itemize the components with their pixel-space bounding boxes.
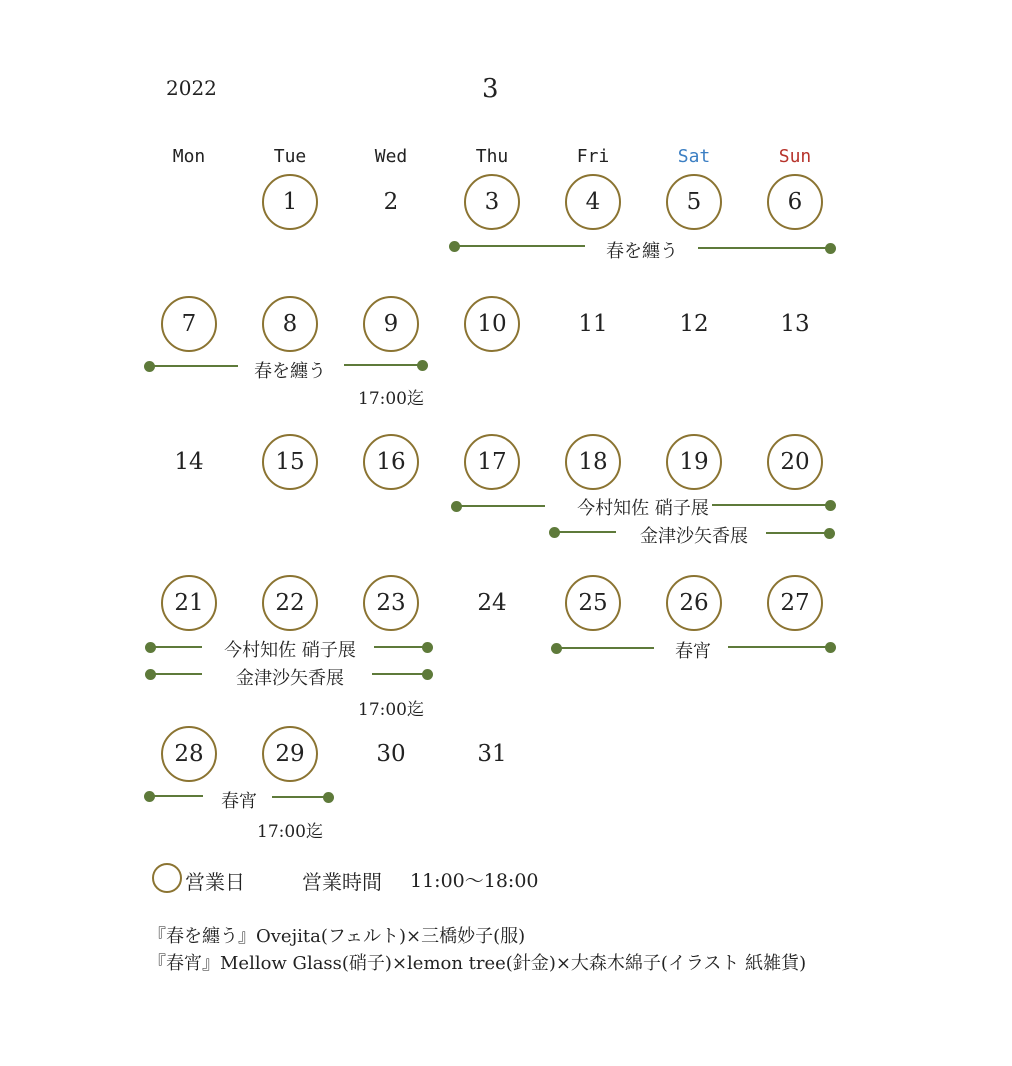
day-27: 27 [767, 575, 823, 631]
close-early-note: 17:00迄 [358, 700, 424, 720]
weekday-sat: Sat [677, 146, 711, 167]
day-15: 15 [262, 434, 318, 490]
day-7: 7 [161, 296, 217, 352]
day-3: 3 [464, 174, 520, 230]
day-10: 10 [464, 296, 520, 352]
day-11: 11 [578, 311, 608, 337]
day-28: 28 [161, 726, 217, 782]
event-end-dot [825, 500, 836, 511]
event-line [554, 531, 616, 533]
event-label-kanatsu: 金津沙矢香展 [640, 526, 748, 547]
open-day-legend-label: 営業日 [185, 870, 245, 894]
weekday-mon: Mon [172, 146, 206, 167]
event-line [272, 796, 328, 798]
event-line [344, 364, 422, 366]
event-label-kanatsu: 金津沙矢香展 [236, 668, 344, 689]
event-label-imamura: 今村知佐 硝子展 [224, 640, 356, 661]
event-start-dot [145, 642, 156, 653]
event-label-imamura: 今村知佐 硝子展 [577, 498, 709, 519]
day-13: 13 [780, 311, 810, 337]
event-line [766, 532, 829, 534]
event-label-shunsho: 春宵 [221, 791, 257, 812]
event-start-dot [549, 527, 560, 538]
day-18: 18 [565, 434, 621, 490]
close-early-note: 17:00迄 [358, 389, 424, 409]
weekday-tue: Tue [273, 146, 307, 167]
day-2: 2 [383, 189, 399, 215]
day-17: 17 [464, 434, 520, 490]
day-6: 6 [767, 174, 823, 230]
event-line [728, 646, 830, 648]
close-early-note: 17:00迄 [257, 822, 323, 842]
event-line [712, 504, 830, 506]
event-end-dot [422, 669, 433, 680]
day-23: 23 [363, 575, 419, 631]
event-line [556, 647, 654, 649]
calendar-month: 3 [482, 74, 499, 104]
event-end-dot [825, 642, 836, 653]
event-line [149, 795, 203, 797]
day-9: 9 [363, 296, 419, 352]
event-start-dot [145, 669, 156, 680]
day-31: 31 [477, 741, 507, 767]
weekday-thu: Thu [475, 146, 509, 167]
day-14: 14 [174, 449, 204, 475]
weekday-sun: Sun [778, 146, 812, 167]
event-end-dot [323, 792, 334, 803]
day-22: 22 [262, 575, 318, 631]
event-end-dot [417, 360, 428, 371]
event-line [372, 673, 427, 675]
day-20: 20 [767, 434, 823, 490]
day-21: 21 [161, 575, 217, 631]
event-line [454, 245, 585, 247]
event-label-shunsho: 春宵 [675, 641, 711, 662]
event-line [374, 646, 427, 648]
event-label-haru-matou: 春を纏う [254, 361, 326, 382]
event-start-dot [144, 361, 155, 372]
business-hours-label: 営業時間 [302, 870, 382, 894]
footer-line-2: 『春宵』Mellow Glass(硝子)×lemon tree(針金)×大森木綿子(イラスト 紙雑貨) [148, 953, 807, 974]
calendar-year: 2022 [166, 76, 217, 100]
weekday-wed: Wed [374, 146, 408, 167]
open-day-legend-icon [152, 863, 182, 893]
event-start-dot [451, 501, 462, 512]
day-4: 4 [565, 174, 621, 230]
day-24: 24 [477, 590, 507, 616]
day-16: 16 [363, 434, 419, 490]
event-line [150, 673, 202, 675]
day-30: 30 [376, 741, 406, 767]
day-26: 26 [666, 575, 722, 631]
event-line [149, 365, 238, 367]
event-start-dot [144, 791, 155, 802]
event-end-dot [825, 243, 836, 254]
event-line [698, 247, 830, 249]
event-start-dot [449, 241, 460, 252]
event-line [150, 646, 202, 648]
day-1: 1 [262, 174, 318, 230]
event-label-haru-matou: 春を纏う [606, 241, 678, 262]
day-29: 29 [262, 726, 318, 782]
business-hours-value: 11:00〜18:00 [410, 870, 539, 892]
event-line [456, 505, 545, 507]
event-start-dot [551, 643, 562, 654]
day-12: 12 [679, 311, 709, 337]
event-end-dot [824, 528, 835, 539]
day-8: 8 [262, 296, 318, 352]
day-25: 25 [565, 575, 621, 631]
day-19: 19 [666, 434, 722, 490]
event-end-dot [422, 642, 433, 653]
weekday-fri: Fri [576, 146, 610, 167]
footer-line-1: 『春を纏う』Ovejita(フェルト)×三橋妙子(服) [148, 926, 526, 947]
day-5: 5 [666, 174, 722, 230]
